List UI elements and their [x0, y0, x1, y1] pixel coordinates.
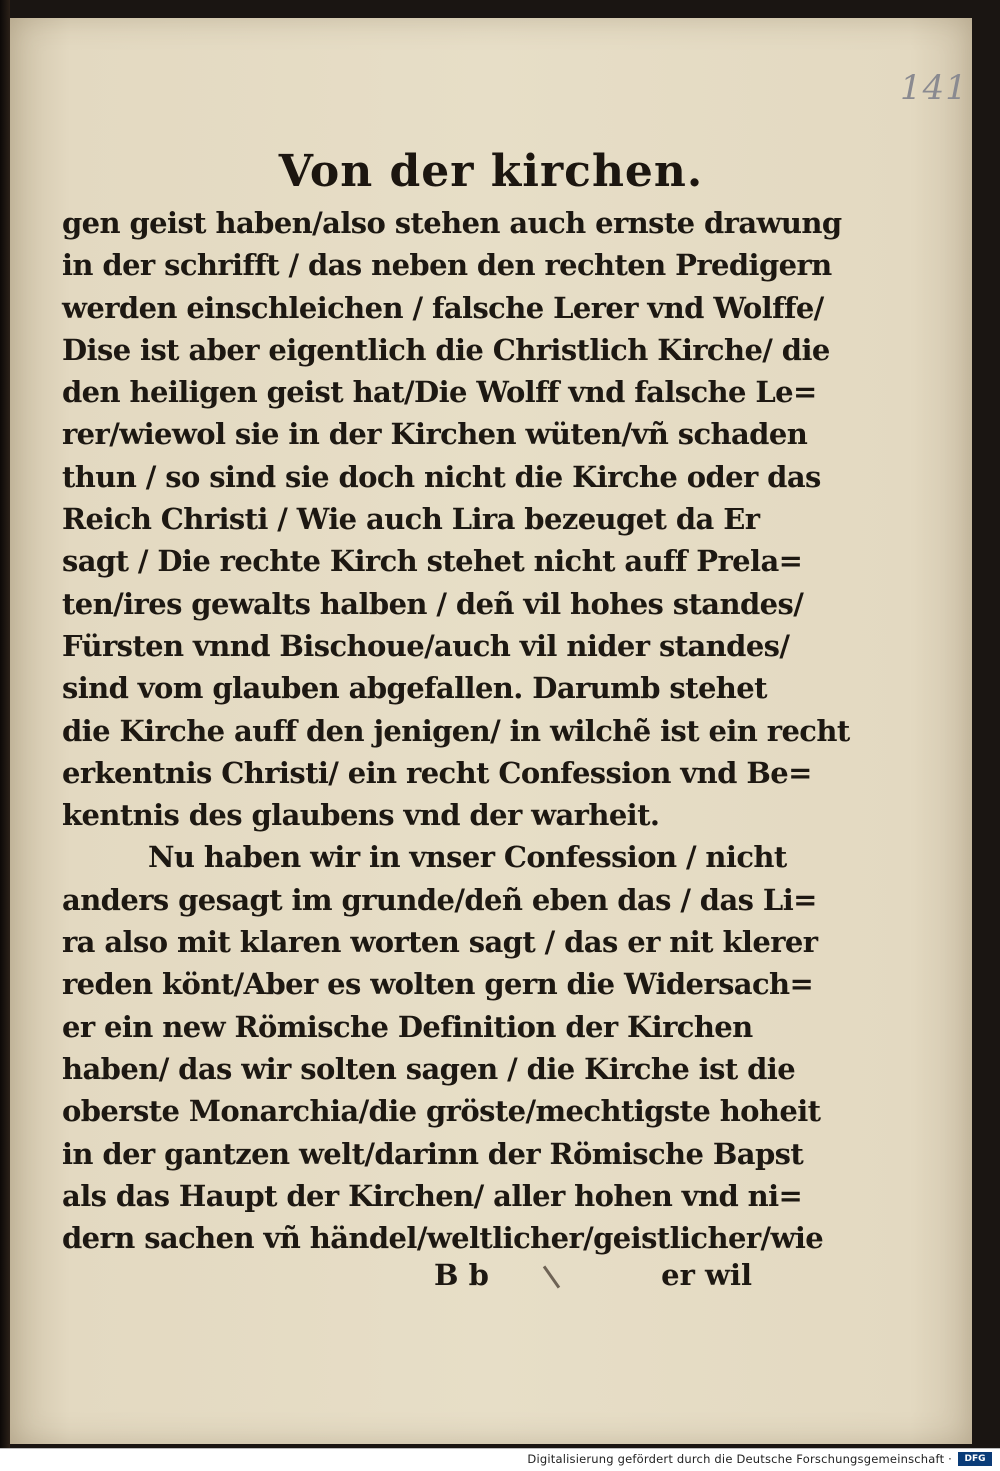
text-line: er ein new Römische Definition der Kirchen: [62, 1009, 753, 1044]
text-line: in der schrifft / das neben den rechten Predigern: [62, 248, 832, 283]
text-line: oberste Monarchia/die gröste/mechtigste hoheit: [62, 1094, 821, 1129]
signature-mark: B b: [434, 1258, 489, 1292]
text-line: erkentnis Christi/ ein recht Confession vnd Be=: [62, 755, 812, 790]
text-line: kentnis des glaubens vnd der warheit.: [62, 798, 660, 833]
text-line: gen geist haben/also stehen auch ernste drawung: [62, 206, 842, 240]
running-head: Von der kirchen.: [278, 146, 704, 197]
text-line: Fürsten vnnd Bischoue/auch vil nider standes/: [62, 628, 790, 663]
text-line: reden könt/Aber es wolten gern die Widersach=: [62, 967, 814, 1002]
text-line: rer/wiewol sie in der Kirchen wüten/vñ schaden: [62, 417, 808, 452]
text-line: als das Haupt der Kirchen/ aller hohen vnd ni=: [62, 1178, 803, 1213]
folio-number: 141: [900, 68, 968, 108]
text-line: ra also mit klaren worten sagt / das er nit klerer: [62, 925, 818, 960]
text-line: Dise ist aber eigentlich die Christlich Kirche/ die: [62, 332, 830, 367]
text-line: anders gesagt im grunde/deñ eben das / das Li=: [62, 882, 817, 917]
text-block: [62, 202, 850, 1259]
text-line: in der gantzen welt/darinn der Römische Bapst: [62, 1136, 804, 1171]
book-page: [10, 18, 972, 1444]
text-line: Reich Christi / Wie auch Lira bezeuget da Er: [62, 502, 760, 537]
text-line: thun / so sind sie doch nicht die Kirche oder das: [62, 459, 821, 494]
catchword: er wil: [661, 1258, 752, 1292]
book-binding: [0, 0, 10, 1470]
catchline: [62, 1258, 752, 1300]
text-line: dern sachen vñ händel/weltlicher/geistlicher/wie: [62, 1221, 824, 1256]
text-line: sagt / Die rechte Kirch stehet nicht auff Prela=: [62, 544, 803, 579]
text-line: werden einschleichen / falsche Lerer vnd Wolffe/: [62, 290, 824, 325]
text-line: haben/ das wir solten sagen / die Kirche ist die: [62, 1051, 796, 1086]
text-line: ten/ires gewalts halben / deñ vil hohes standes/: [62, 586, 804, 621]
ink-mark: [543, 1265, 560, 1288]
text-line: den heiligen geist hat/Die Wolff vnd falsche Le=: [62, 375, 817, 410]
text-line: die Kirche auff den jenigen/ in wilchẽ ist ein recht: [62, 713, 850, 748]
text-line-paragraph-start: Nu haben wir in vnser Confession / nicht: [148, 840, 787, 875]
funding-credit: Digitalisierung gefördert durch die Deutsche Forschungsgemeinschaft ·: [527, 1452, 952, 1466]
text-line: sind vom glauben abgefallen. Darumb stehet: [62, 671, 767, 706]
dfg-logo: DFG: [958, 1452, 992, 1466]
footer-bar: [0, 1448, 1000, 1471]
